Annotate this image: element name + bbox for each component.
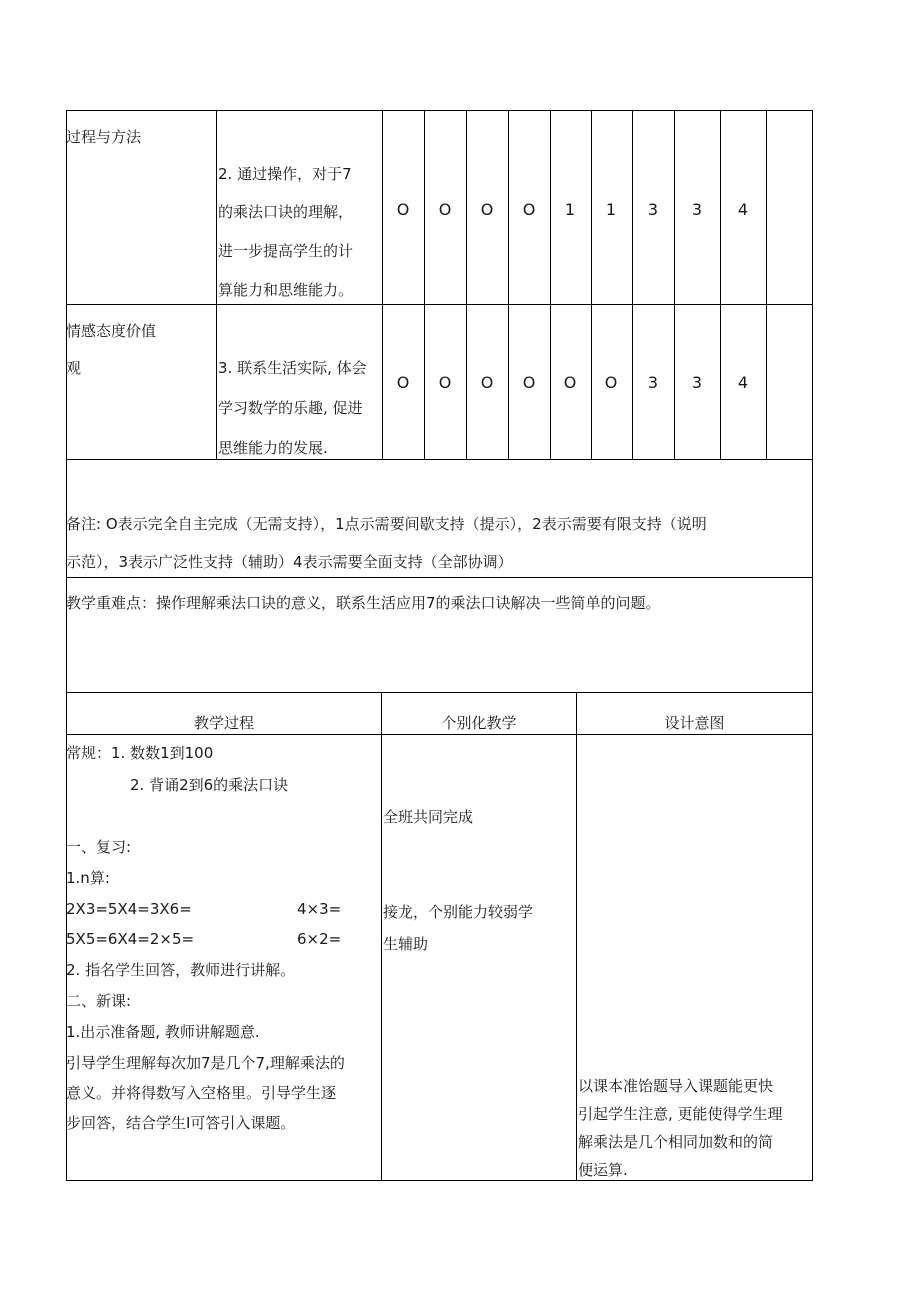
col-divider (720, 110, 721, 459)
support-level-cell: O (522, 200, 536, 219)
row-divider (66, 304, 813, 305)
support-level-cell: 4 (737, 373, 749, 392)
routine-line: 常规：1. 数数1到100 (66, 744, 214, 762)
objective-description-line: 3. 联系生活实际, 体会 (218, 359, 367, 377)
support-level-cell: O (438, 200, 452, 219)
table-border-left (66, 110, 67, 1181)
equation-line: 2X3=5X4=3X6= (66, 900, 192, 918)
design-intent-line: 以课本准饴题导入课题能更快 (578, 1077, 774, 1095)
individual-note: 生辅助 (383, 935, 429, 953)
support-level-cell: O (604, 373, 618, 392)
header-teaching-process: 教学过程 (193, 714, 254, 732)
process-text: 1.出示准备题, 教师讲解题意. (66, 1023, 260, 1041)
header-individualized-teaching: 个别化教学 (441, 714, 517, 732)
equation-line: 5X5=6X4=2×5= (66, 930, 195, 948)
row-divider (66, 459, 813, 460)
header-divider (66, 734, 813, 735)
individual-note: 接龙，个别能力较弱学 (383, 903, 534, 921)
objective-category: 观 (66, 359, 82, 377)
remark-line: 示范），3表示广泛性支持（辅助）4表示需要全面支持（全部协调） (66, 553, 513, 571)
process-text: 2. 指名学生回答，教师进行讲解。 (66, 961, 296, 979)
process-text: 意义。并将得数写入空格里。引导学生逐 (66, 1084, 337, 1102)
col-divider (216, 110, 217, 459)
design-intent-line: 便运算. (578, 1161, 628, 1179)
support-level-cell: O (438, 373, 452, 392)
objective-description-line: 思维能力的发展. (218, 439, 328, 457)
header-design-intent: 设计意图 (664, 714, 725, 732)
col-divider (674, 110, 675, 459)
col-divider (382, 110, 383, 459)
col-divider (424, 110, 425, 459)
key-points: 教学重难点：操作理解乘法口诀的意义，联系生活应用7的乘法口诀解决一些简单的问题。 (66, 594, 661, 612)
process-text: 步回答，结合学生I可答引入课题。 (66, 1114, 296, 1132)
support-level-cell: O (480, 373, 494, 392)
objective-description-line: 算能力和思维能力。 (218, 281, 354, 299)
col-divider (508, 110, 509, 459)
design-intent-line: 引起学生注意, 更能使得学生理 (578, 1105, 783, 1123)
routine-line: 2. 背诵2到6的乘法口诀 (130, 776, 289, 794)
table-border-bottom (66, 1180, 813, 1181)
equation-line: 6×2= (297, 930, 342, 948)
support-level-cell: O (522, 373, 536, 392)
section-title-review: 一、复习: (66, 838, 132, 856)
objective-category: 情感态度价值 (66, 322, 157, 340)
individual-note: 全班共同完成 (383, 808, 474, 826)
objective-description-line: 2. 通过操作，对于7 (218, 165, 352, 183)
support-level-cell: O (396, 200, 410, 219)
support-level-cell: 4 (737, 200, 749, 219)
col-divider (576, 692, 577, 1181)
section-title-new: 二、新课: (66, 992, 132, 1010)
objective-description-line: 学习数学的乐趣, 促进 (218, 399, 363, 417)
col-divider (381, 692, 382, 1181)
col-divider (550, 110, 551, 459)
calc-label: 1.n算: (66, 869, 110, 887)
table-border-top (66, 110, 813, 111)
objective-description-line: 进一步提高学生的计 (218, 242, 354, 260)
objective-description-line: 的乘法口诀的理解， (218, 203, 354, 221)
col-divider (766, 110, 767, 459)
support-level-cell: 3 (691, 373, 703, 392)
table-border-right (812, 110, 813, 1181)
col-divider (591, 110, 592, 459)
support-level-cell: 1 (605, 200, 617, 219)
support-level-cell: 3 (647, 373, 659, 392)
col-divider (466, 110, 467, 459)
row-divider (66, 692, 813, 693)
process-text: 引导学生理解每次加7是几个7,理解乘法的 (66, 1054, 345, 1072)
design-intent-line: 解乘法是几个相同加数和的简 (578, 1133, 774, 1151)
support-level-cell: 1 (564, 200, 576, 219)
support-level-cell: O (480, 200, 494, 219)
remark-line: 备注: O表示完全自主完成（无需支持），1点示需要间歇支持（提示），2表示需要有限支持（说明 (66, 515, 707, 533)
support-level-cell: O (563, 373, 577, 392)
row-divider (66, 577, 813, 578)
col-divider (632, 110, 633, 459)
support-level-cell: 3 (691, 200, 703, 219)
objective-category: 过程与方法 (66, 128, 142, 146)
equation-line: 4×3= (297, 900, 342, 918)
support-level-cell: 3 (647, 200, 659, 219)
support-level-cell: O (396, 373, 410, 392)
